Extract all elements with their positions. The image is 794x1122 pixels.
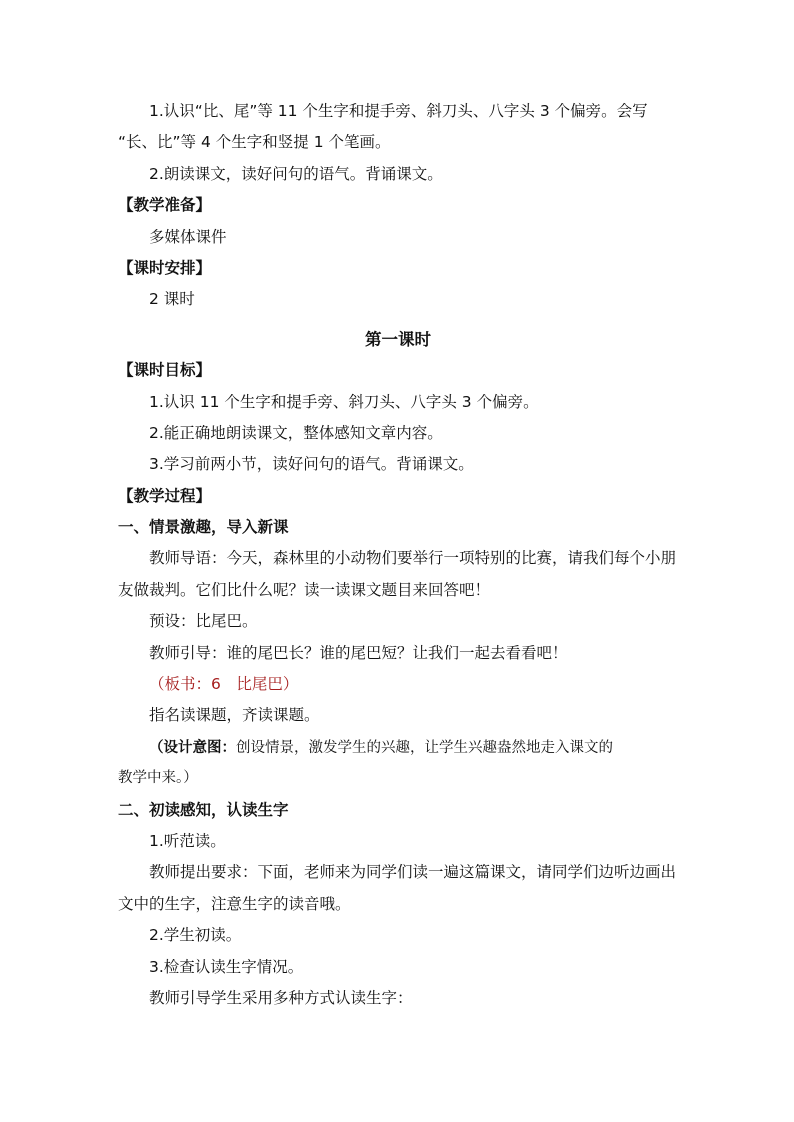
preparation-text: 多媒体课件 xyxy=(149,227,227,246)
section-2-step-2: 2.学生初读。 xyxy=(149,926,242,945)
section-1-paragraph-line-2: 友做裁判。它们比什么呢？读一读课文题目来回答吧！ xyxy=(118,580,491,599)
goal-item-1-line-2: “长、比”等 4 个生字和竖提 1 个笔画。 xyxy=(118,133,391,152)
section-2-step-1: 1.听范读。 xyxy=(149,831,226,850)
schedule-text: 2 课时 xyxy=(149,290,195,309)
section-1-paragraph-line-1: 教师导语：今天，森林里的小动物们要举行一项特别的比赛，请我们每个小朋 xyxy=(149,549,677,568)
design-intent-line-1 xyxy=(118,732,678,763)
board-writing: （板书：6 比尾巴） xyxy=(149,675,299,694)
process-heading: 【教学过程】 xyxy=(118,486,212,505)
schedule-heading: 【课时安排】 xyxy=(118,258,212,277)
design-intent-label: （设计意图： xyxy=(149,738,236,756)
document-body xyxy=(118,96,678,1014)
goal-item-1-line-1: 1.认识“比、尾”等 11 个生字和提手旁、斜刀头、八字头 3 个偏旁。会写 xyxy=(149,102,648,120)
section-2-guide: 教师引导学生采用多种方式认读生字： xyxy=(149,988,413,1007)
goal-item-2: 2.朗读课文，读好问句的语气。背诵课文。 xyxy=(149,164,443,183)
lesson-goal-item: 1.认识 11 个生字和提手旁、斜刀头、八字头 3 个偏旁。 xyxy=(149,392,539,411)
preparation-heading: 【教学准备】 xyxy=(118,196,212,215)
lesson-goal-item: 3.学习前两小节，读好问句的语气。背诵课文。 xyxy=(149,455,474,474)
section-1-preset: 预设：比尾巴。 xyxy=(149,612,258,631)
section-2-step-3: 3.检查认读生字情况。 xyxy=(149,957,304,976)
lesson-goals-heading: 【课时目标】 xyxy=(118,361,212,380)
section-2-title: 二、初读感知，认读生字 xyxy=(118,800,289,819)
design-intent-text: 创设情景，激发学生的兴趣，让学生兴趣盎然地走入课文的 xyxy=(236,739,613,756)
lesson-goal-item: 2.能正确地朗读课文，整体感知文章内容。 xyxy=(149,423,443,442)
section-2-requirement-line-2: 文中的生字，注意生字的读音哦。 xyxy=(118,894,351,913)
lesson-title: 第一课时 xyxy=(365,329,431,349)
section-2-requirement-line-1: 教师提出要求：下面，老师来为同学们读一遍这篇课文，请同学们边听边画出 xyxy=(149,863,677,882)
design-intent-line-2: 教学中来。） xyxy=(118,770,198,787)
section-1-title: 一、情景激趣，导入新课 xyxy=(118,518,289,537)
section-1-guide: 教师引导：谁的尾巴长？谁的尾巴短？让我们一起去看看吧！ xyxy=(149,643,568,662)
section-1-read: 指名读课题，齐读课题。 xyxy=(149,706,320,725)
